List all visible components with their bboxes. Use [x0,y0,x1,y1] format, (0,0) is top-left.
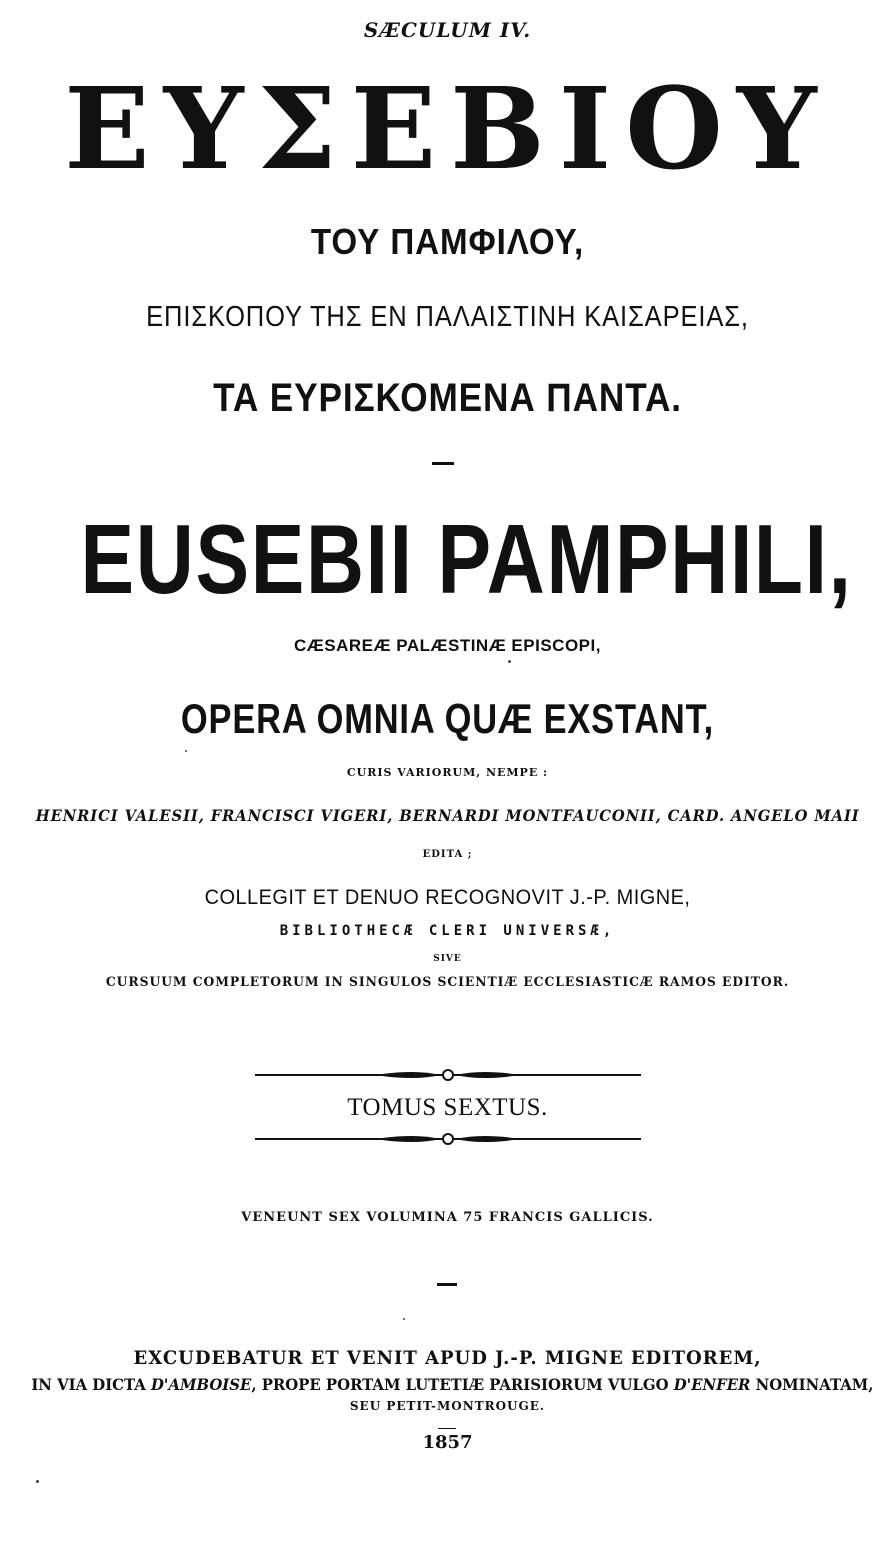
series-label: SÆCULUM IV. [363,18,532,42]
imprint-address-part: IN VIA DICTA [31,1375,151,1394]
price-line: VENEUNT SEX VOLUMINA 75 FRANCIS GALLICIS. [241,1210,654,1225]
bibliothecae-line: BIBLIOTHECÆ CLERI UNIVERSÆ, [279,923,616,939]
imprint-street-name: D'AMBOISE [150,1375,252,1394]
edita-line: EDITA ; [422,849,473,860]
volume-label: TOMUS SEXTUS. [347,1094,548,1121]
curis-line: CURIS VARIORUM, NEMPE : [346,766,549,779]
editors-list: HENRICI VALESII, FRANCISCI VIGERI, BERNARDI MONTFAUCONII, CARD. ANGELO MAII [35,806,860,825]
imprint-locality: SEU PETIT-MONTROUGE. [349,1399,546,1413]
paper-speck [185,750,187,752]
publication-year: 1857 [422,1432,473,1453]
cursuum-line: CURSUUM COMPLETORUM IN SINGULOS SCIENTIÆ ECCLESIASTICÆ RAMOS EDITOR. [105,975,790,990]
greek-title: ΕΥΣΕΒΙΟΥ [64,64,831,195]
paper-speck [36,1480,39,1483]
imprint-publisher: EXCUDEBATUR ET VENIT APUD J.-P. MIGNE EDITOREM, [133,1347,762,1369]
section-divider-dash [432,462,454,465]
imprint-address [31,1375,874,1394]
greek-subtitle-works: ΤΑ ΕΥΡΙΣΚΟΜΕΝΑ ΠΑΝΤΑ. [213,376,682,420]
ornamental-rule-top [255,1068,641,1082]
imprint-divider-dash [437,1283,457,1286]
imprint-gate-name: D'ENFER [673,1375,751,1394]
greek-subtitle-see: ΕΠΙΣΚΟΠΟΥ ΤΗΣ ΕΝ ΠΑΛΑΙΣΤΙΝΗ ΚΑΙΣΑΡΕΙΑΣ, [146,301,749,333]
year-rule [438,1428,456,1429]
latin-works-title: OPERA OMNIA QUÆ EXSTANT, [180,695,715,742]
greek-subtitle-author: ΤΟΥ ΠΑΜΦΙΛΟΥ, [310,221,585,262]
latin-title: EUSEBII PAMPHILI, [80,504,853,614]
collegit-line: COLLEGIT ET DENUO RECOGNOVIT J.-P. MIGNE, [204,886,691,909]
paper-speck [508,660,511,663]
imprint-address-part: NOMINATAM, [750,1375,874,1394]
imprint-address-part: , PROPE PORTAM LUTETIÆ PARISIORUM VULGO [251,1375,674,1394]
sive-line: SIVE [433,954,462,964]
ornamental-rule-bottom [255,1132,641,1146]
latin-see: CÆSAREÆ PALÆSTINÆ EPISCOPI, [294,636,601,655]
paper-speck [403,1318,405,1320]
